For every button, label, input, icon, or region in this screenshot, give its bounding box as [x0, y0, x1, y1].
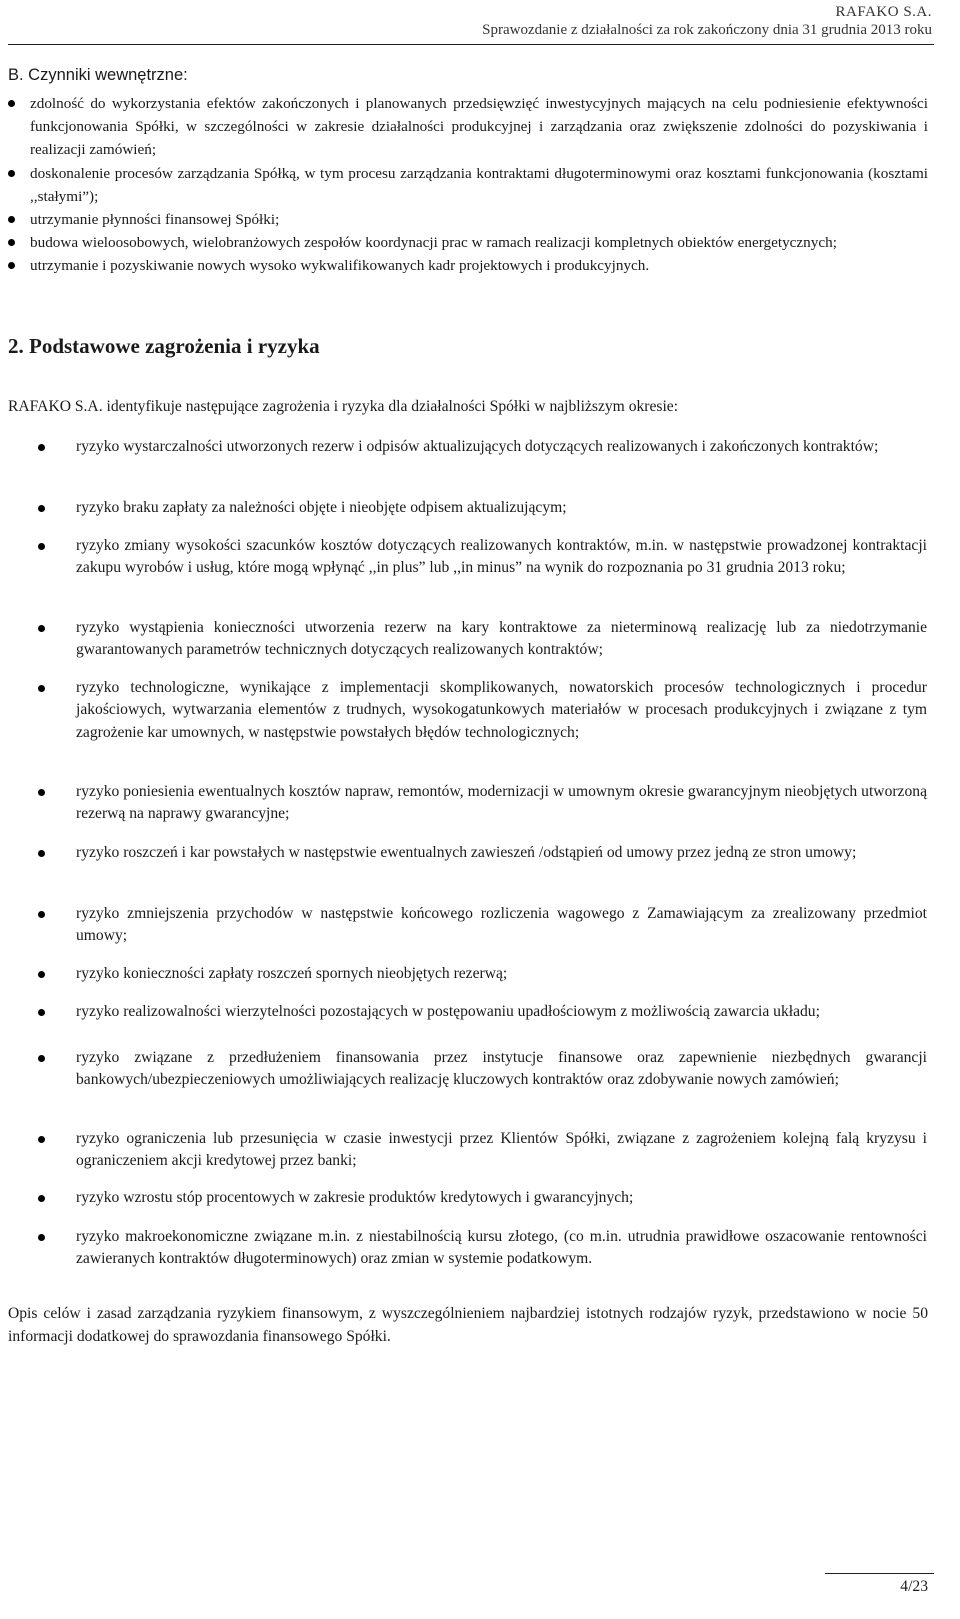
bullet-icon	[8, 262, 15, 269]
bullet-icon	[8, 239, 15, 246]
bullet-icon	[38, 625, 45, 632]
bullet-icon	[8, 216, 15, 223]
risk-item	[76, 436, 927, 458]
list-item	[8, 208, 928, 231]
risk-item	[76, 1047, 927, 1092]
risk-item	[76, 1001, 927, 1023]
bullet-icon	[38, 685, 45, 692]
bullet-icon	[38, 543, 45, 550]
risk-item	[76, 1187, 927, 1209]
risk-item	[76, 497, 927, 519]
section-heading: 2. Podstawowe zagrożenia i ryzyka	[8, 334, 320, 358]
risk-text: ryzyko konieczności zapłaty roszczeń spornych nieobjętych rezerwą;	[76, 965, 508, 982]
risk-text: ryzyko wystarczalności utworzonych rezerw i odpisów aktualizujących dotyczących realizowanych i zakończonych kontraktów;	[76, 438, 879, 455]
risk-text: ryzyko braku zapłaty za należności objęte i nieobjęte odpisem aktualizującym;	[76, 499, 567, 516]
bullet-icon	[38, 850, 45, 857]
risk-item	[76, 903, 927, 948]
bullet-icon	[38, 1234, 45, 1241]
risk-item	[76, 535, 927, 580]
bullet-icon	[38, 1055, 45, 1062]
bullet-icon	[38, 444, 45, 451]
risk-text: ryzyko związane z przedłużeniem finansowania przez instytucje finansowe oraz zapewnienie niezbędnych gwarancji bankowych/ubezpieczeniowych umożliwiających realizację kluczowych kontraktów oraz zdobywanie nowych zamówień;	[76, 1049, 927, 1089]
risk-text: ryzyko wzrostu stóp procentowych w zakresie produktów kredytowych i gwarancyjnych;	[76, 1189, 634, 1206]
section-b-list	[8, 92, 928, 278]
bullet-icon	[38, 1136, 45, 1143]
list-item-text: zdolność do wykorzystania efektów zakończonych i planowanych przedsięwzięć inwestycyjnych mających na celu podniesienie efektywności funkcjonowania Spółki, w szczególności w zakresie działalności produkcyjnej i zarządzania oraz zwiększenie zdolności do pozyskiwania i realizacji zamówień;	[30, 95, 928, 159]
risk-text: ryzyko zmniejszenia przychodów w następstwie końcowego rozliczenia wagowego z Zamawiającym za zrealizowany przedmiot umowy;	[76, 905, 927, 945]
header-subtitle: Sprawozdanie z działalności za rok zakończony dnia 31 grudnia 2013 roku	[482, 22, 932, 38]
risk-text: ryzyko technologiczne, wynikające z implementacji skomplikowanych, nowatorskich procesów technologicznych i procedur jakościowych, wytwarzania elementów z trudnych, wysokogatunkowych materiałów w procesach produkcyjnych i związane z tym zagrożenie kar umownych, w następstwie powstałych błędów technologicznych;	[76, 679, 927, 741]
risk-text: ryzyko poniesienia ewentualnych kosztów napraw, remontów, modernizacji w umownym okresie gwarancyjnym nieobjętych utworzoną rezerwą na naprawy gwarancyjne;	[76, 783, 927, 823]
bullet-icon	[38, 971, 45, 978]
bullet-icon	[38, 1195, 45, 1202]
risk-text: ryzyko zmiany wysokości szacunków kosztów dotyczących realizowanych kontraktów, m.in. w następstwie prowadzonej kontraktacji zakupu wyrobów i usług, które mogą wpłynąć ,,in plus” lub ,,in minus” na wynik do rozpoznania po 31 grudnia 2013 roku;	[76, 537, 927, 577]
list-item	[8, 162, 928, 208]
risk-text: ryzyko makroekonomiczne związane m.in. z niestabilnością kursu złotego, (co m.in. utrudnia prawidłowe oszacowanie rentowności zawieranych kontraktów długoterminowych) oraz zmian w systemie podatkowym.	[76, 1228, 927, 1268]
risk-item	[76, 781, 927, 826]
list-item	[8, 254, 928, 277]
list-item-text: utrzymanie i pozyskiwanie nowych wysoko wykwalifikowanych kadr projektowych i produkcyjnych.	[30, 257, 650, 275]
risk-item	[76, 1226, 927, 1271]
risk-item	[76, 963, 927, 985]
list-item	[8, 231, 928, 254]
risk-text: ryzyko roszczeń i kar powstałych w następstwie ewentualnych zawieszeń /odstąpień od umowy przez jedną ze stron umowy;	[76, 844, 857, 861]
closing-paragraph: Opis celów i zasad zarządzania ryzykiem finansowym, z wyszczególnieniem najbardziej istotnych rodzajów ryzyk, przedstawiono w nocie 50 informacji dodatkowej do sprawozdania finansowego Spółki.	[8, 1305, 928, 1345]
page-number: 4/23	[900, 1578, 928, 1595]
section-b-title: B. Czynniki wewnętrzne:	[8, 66, 188, 84]
risk-item	[76, 842, 927, 864]
risk-text: ryzyko wystąpienia konieczności utworzenia rezerw na kary kontraktowe za nieterminową realizację lub za niedotrzymanie gwarantowanych parametrów technicznych dotyczących realizowanych kontraktów;	[76, 619, 927, 659]
list-item-text: budowa wieloosobowych, wielobranżowych zespołów koordynacji prac w ramach realizacji kompletnych obiektów energetycznych;	[30, 234, 837, 252]
risk-text: ryzyko realizowalności wierzytelności pozostających w postępowaniu upadłościowym z możliwością zawarcia układu;	[76, 1003, 820, 1020]
header-company: RAFAKO S.A.	[835, 4, 932, 20]
bullet-icon	[38, 911, 45, 918]
header-divider	[8, 44, 934, 45]
risk-item	[76, 617, 927, 662]
bullet-icon	[38, 1009, 45, 1016]
bullet-icon	[8, 170, 15, 177]
risk-item	[76, 677, 927, 744]
bullet-icon	[8, 100, 15, 107]
list-item-text: doskonalenie procesów zarządzania Spółką, w tym procesu zarządzania kontraktami długoterminowymi oraz kosztami funkcjonowania (kosztami ,,stałymi”);	[30, 164, 928, 205]
section-intro: RAFAKO S.A. identyfikuje następujące zagrożenia i ryzyka dla działalności Spółki w najbliższym okresie:	[8, 398, 679, 415]
risk-text: ryzyko ograniczenia lub przesunięcia w czasie inwestycji przez Klientów Spółki, związane z zagrożeniem kolejną falą kryzysu i ograniczeniem akcji kredytowej przez banki;	[76, 1130, 927, 1170]
list-item	[8, 92, 928, 162]
bullet-icon	[38, 789, 45, 796]
list-item-text: utrzymanie płynności finansowej Spółki;	[30, 211, 280, 229]
bullet-icon	[38, 505, 45, 512]
footer-divider	[825, 1573, 934, 1574]
risk-item	[76, 1128, 927, 1173]
